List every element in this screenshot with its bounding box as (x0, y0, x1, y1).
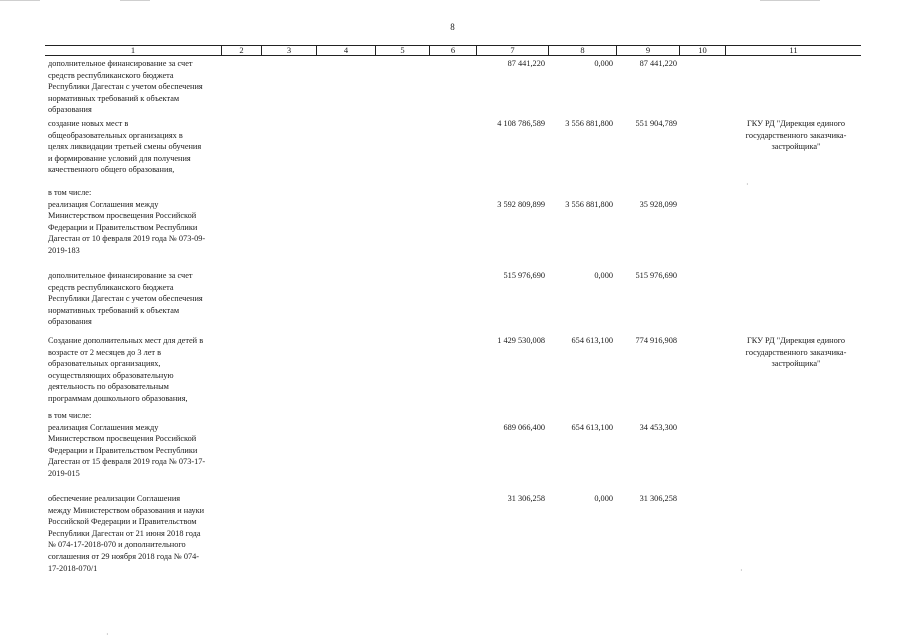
federal-amount: 0,000 (594, 494, 613, 503)
description-line: Республики Дагестан с учетом обеспечения (48, 82, 203, 92)
total-amount: 87 441,220 (507, 59, 545, 68)
description-line: Федерации и Правительством Республики (48, 222, 198, 232)
header-col-5: 5 (375, 45, 429, 56)
federal-amount: 0,000 (594, 271, 613, 280)
header-col-8: 8 (548, 45, 616, 56)
federal-amount: 654 613,100 (571, 423, 613, 432)
description-line: Российской Федерации и Правительством (48, 517, 197, 527)
description-line: дополнительное финансирование за счет (48, 59, 193, 68)
header-col-6: 6 (429, 45, 476, 56)
description-line: Республики Дагестан с учетом обеспечения (48, 294, 203, 304)
republican-amount: 87 441,220 (639, 59, 677, 68)
top-edge-line (760, 0, 820, 1)
description-line: деятельность по образовательным (48, 382, 169, 392)
header-col-3: 3 (261, 45, 316, 56)
total-amount: 515 976,690 (503, 271, 545, 280)
federal-amount: 0,000 (594, 59, 613, 68)
header-col-4: 4 (316, 45, 375, 56)
description-line: 2019-183 (48, 245, 80, 255)
responsible-line: застройщика" (771, 359, 821, 369)
description-line: между Министерством образования и науки (48, 505, 205, 515)
description-line: целях ликвидации третьей смены обучения (48, 142, 202, 152)
federal-amount: 654 613,100 (571, 336, 613, 345)
description-line: 17-2018-070/1 (48, 563, 98, 573)
responsible-line: государственного заказчика- (745, 130, 847, 140)
header-col-2: 2 (221, 45, 261, 56)
description-line: реализация Соглашения между (48, 422, 159, 432)
description-line: и формирование условий для получения (48, 153, 191, 163)
description-line: образования (48, 317, 92, 327)
description-line: обеспечение реализации Соглашения (48, 494, 181, 503)
description-line: средств республиканского бюджета (48, 70, 174, 80)
responsible-executor (728, 335, 864, 370)
republican-amount: 34 453,300 (639, 423, 677, 432)
top-edge-line (120, 0, 150, 1)
description-line: № 074-17-2018-070 и дополнительного (48, 540, 186, 550)
header-col-1: 1 (130, 45, 136, 55)
top-edge-line (0, 0, 40, 1)
federal-amount: 3 556 881,800 (565, 200, 613, 209)
responsible-executor (728, 118, 864, 153)
republican-amount: 774 916,908 (635, 336, 677, 345)
description-line: 2019-015 (48, 468, 80, 478)
description-line: осуществляющих образовательную (48, 370, 174, 380)
description-line: Дагестан от 15 февраля 2019 года № 073-17- (48, 457, 206, 467)
total-amount: 1 429 530,008 (497, 336, 545, 345)
description-line: средств республиканского бюджета (48, 282, 174, 292)
page-number: 8 (450, 22, 455, 32)
description-line: качественного общего образования, (48, 165, 175, 175)
description-line: соглашения от 29 ноября 2018 года № 074- (48, 551, 200, 561)
header-col-9: 9 (616, 45, 679, 56)
republican-amount: 31 306,258 (639, 494, 677, 503)
description-line: Федерации и Правительством Республики (48, 445, 198, 455)
row-description (48, 493, 228, 574)
description-line: Министерством просвещения Российской (48, 211, 197, 221)
total-amount: 4 108 786,589 (497, 119, 545, 128)
republican-amount: 35 928,099 (639, 200, 677, 209)
responsible-line: застройщика" (771, 142, 821, 152)
republican-amount: 551 904,789 (635, 119, 677, 128)
header-col-7: 7 (476, 45, 548, 56)
description-line: нормативных требований к объектам (48, 93, 180, 103)
description-line: возрасте от 2 месяцев до 3 лет в (48, 347, 162, 357)
row-description (48, 410, 228, 480)
header-col-10: 10 (679, 45, 725, 56)
scan-speck: · (106, 630, 109, 639)
description-line: образования (48, 105, 92, 115)
responsible-line: ГКУ РД "Дирекция единого (746, 119, 846, 128)
federal-amount: 3 556 881,800 (565, 119, 613, 128)
responsible-line: ГКУ РД "Дирекция единого (746, 336, 846, 345)
total-amount: 31 306,258 (507, 494, 545, 503)
total-amount: 689 066,400 (503, 423, 545, 432)
description-line: реализация Соглашения между (48, 199, 159, 209)
description-line: программам дошкольного образования, (48, 393, 188, 403)
description-line: в том числе: (48, 411, 92, 420)
description-line: Министерством просвещения Российской (48, 434, 197, 444)
table-header (45, 45, 861, 56)
republican-amount: 515 976,690 (635, 271, 677, 280)
description-line: Республики Дагестан от 21 июня 2018 года (48, 528, 201, 538)
description-line: Создание дополнительных мест для детей в (48, 336, 204, 345)
header-col-11: 11 (725, 45, 861, 56)
row-description (48, 118, 228, 176)
description-line: нормативных требований к объектам (48, 305, 180, 315)
description-line: в том числе: (48, 188, 92, 197)
scan-speck: · (746, 180, 749, 189)
row-description (48, 187, 228, 257)
row-description (48, 270, 228, 328)
description-line: образовательных организациях, (48, 359, 161, 369)
responsible-line: государственного заказчика- (745, 347, 847, 357)
scan-speck: · (740, 566, 743, 575)
total-amount: 3 592 809,899 (497, 200, 545, 209)
description-line: Дагестан от 10 февраля 2019 года № 073-09- (48, 234, 206, 244)
row-description (48, 335, 228, 405)
row-description (48, 58, 228, 116)
description-line: дополнительное финансирование за счет (48, 271, 193, 280)
description-line: создание новых мест в (48, 119, 129, 128)
description-line: общеобразовательных организациях в (48, 130, 183, 140)
